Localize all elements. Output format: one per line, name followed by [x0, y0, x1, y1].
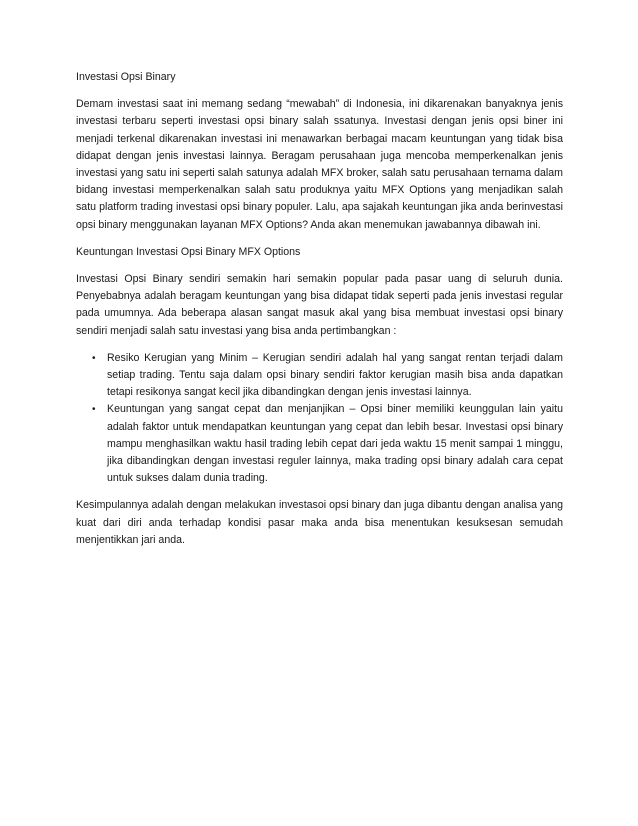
bullet-icon: •	[92, 404, 96, 416]
document-title: Investasi Opsi Binary	[76, 71, 176, 83]
body-paragraph: Investasi Opsi Binary sendiri semakin hari semakin popular pada pasar uang di seluruh dunia. Penyebabnya adalah beragam keuntungan yang bisa didapat tidak seperti pada jenis investasi regular pada umumnya. Ada beberapa alasan sangat masuk akal yang bisa membuat investasi opsi binary sendiri menjadi salah satu investasi yang bisa anda pertimbangkan :	[76, 273, 563, 337]
list-item-text: Keuntungan yang sangat cepat dan menjanjikan – Opsi biner memiliki keunggulan lain yaitu adalah faktor untuk mendapatkan keuntungan yang cepat dan lebih besar. Investasi opsi binary mampu menghasilkan waktu hasil trading lebih cepat dari jeda waktu 15 menit sampai 1 minggu, jika dibandingkan dengan investasi reguler lainnya, maka trading opsi binary adalah cara cepat untuk sukses dalam dunia trading.	[107, 403, 563, 485]
bullet-icon: •	[92, 352, 96, 364]
advantages-list	[76, 350, 563, 488]
list-item	[76, 350, 563, 402]
conclusion-paragraph: Kesimpulannya adalah dengan melakukan investasoi opsi binary dan juga dibantu dengan analisa yang kuat dari diri anda terhadap kondisi pasar maka anda bisa menentukan kesuksesan semudah menjentikkan jari anda.	[76, 499, 563, 546]
section-subtitle: Keuntungan Investasi Opsi Binary MFX Options	[76, 245, 301, 258]
intro-paragraph: Demam investasi saat ini memang sedang “mewabah” di Indonesia, ini dikarenakan banyaknya jenis investasi terbaru seperti investasi opsi binary salah ssatunya. Investasi dengan jenis opsi biner ini menjadi terkenal dikarenakan investasi ini menawarkan berbagai macam keuntungan yang tidak bisa didapat dengan jenis investasi lainnya. Beragam perusahaan juga mencoba memperkenalkan jenis investasi yang satu ini seperti salah satunya adalah MFX broker, salah satu perusahaan ternama dalam bidang investasi memperkenalkan salah satu produknya yaitu MFX Options yang menjadikan salah satu platform trading investasi opsi binary populer. Lalu, apa sajakah keuntungan jika anda berinvestasi opsi binary menggunakan layanan MFX Options? Anda akan menemukan jawabannya dibawah ini.	[76, 98, 563, 231]
document-content	[76, 69, 563, 559]
list-item-text: Resiko Kerugian yang Minim – Kerugian sendiri adalah hal yang sangat rentan terjadi dalam setiap trading. Tentu saja dalam opsi binary sendiri faktor kerugian masih bisa anda dapatkan tetapi resikonya sangat kecil jika dibandingkan dengan jenis investasi lainnya.	[107, 351, 563, 399]
list-item	[76, 401, 563, 487]
